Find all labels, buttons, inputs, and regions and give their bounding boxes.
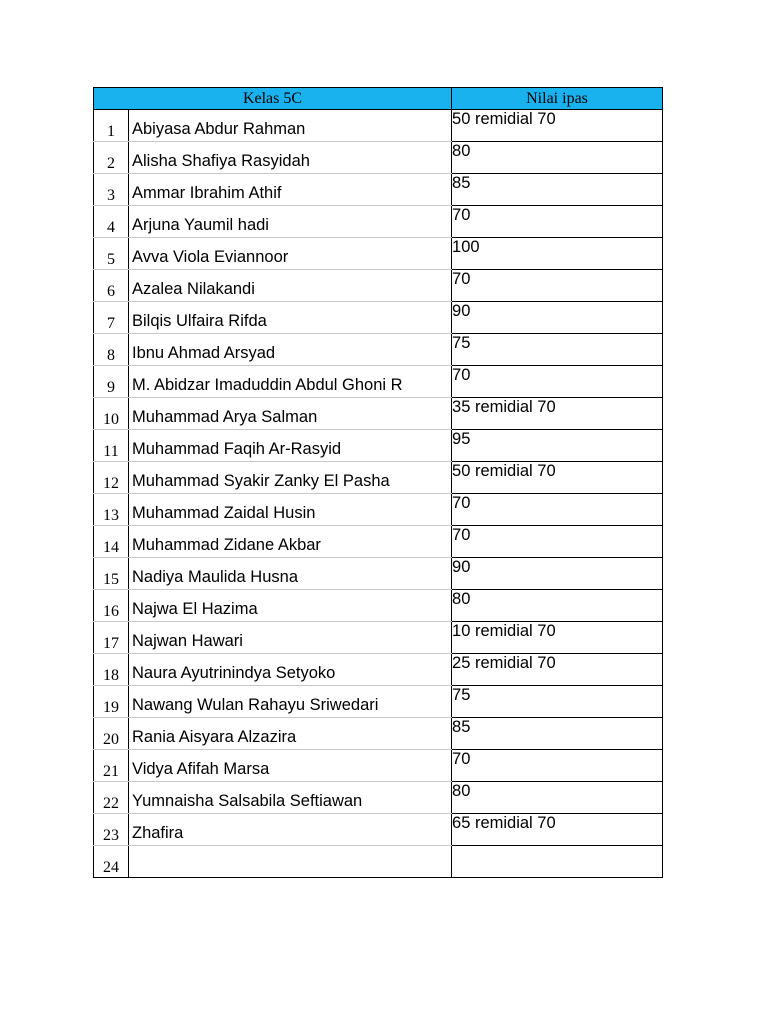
- row-number-cell[interactable]: 16: [94, 590, 129, 622]
- student-name-cell[interactable]: Abiyasa Abdur Rahman: [129, 110, 452, 142]
- student-name-cell[interactable]: Arjuna Yaumil hadi: [129, 206, 452, 238]
- table-row: [94, 590, 663, 622]
- class-score-table: [93, 87, 663, 878]
- score-cell[interactable]: 95: [452, 430, 663, 462]
- table-row: [94, 782, 663, 814]
- row-number-cell[interactable]: 20: [94, 718, 129, 750]
- score-cell[interactable]: 70: [452, 526, 663, 558]
- table-row: [94, 366, 663, 398]
- student-name-cell[interactable]: Muhammad Faqih Ar-Rasyid: [129, 430, 452, 462]
- table-row: [94, 686, 663, 718]
- score-cell[interactable]: 70: [452, 270, 663, 302]
- student-name-cell[interactable]: Rania Aisyara Alzazira: [129, 718, 452, 750]
- student-name-cell[interactable]: Bilqis Ulfaira Rifda: [129, 302, 452, 334]
- row-number-cell[interactable]: 14: [94, 526, 129, 558]
- student-name-cell[interactable]: [129, 846, 452, 878]
- row-number-cell[interactable]: 12: [94, 462, 129, 494]
- student-name-cell[interactable]: Muhammad Zidane Akbar: [129, 526, 452, 558]
- table-row: [94, 206, 663, 238]
- header-score[interactable]: Nilai ipas: [452, 88, 663, 110]
- table-row: [94, 654, 663, 686]
- student-name-cell[interactable]: Yumnaisha Salsabila Seftiawan: [129, 782, 452, 814]
- student-name-cell[interactable]: Avva Viola Eviannoor: [129, 238, 452, 270]
- table-row: [94, 110, 663, 142]
- student-name-cell[interactable]: M. Abidzar Imaduddin Abdul Ghoni R: [129, 366, 452, 398]
- score-cell[interactable]: 80: [452, 590, 663, 622]
- table-row: [94, 846, 663, 878]
- row-number-cell[interactable]: 1: [94, 110, 129, 142]
- row-number-cell[interactable]: 10: [94, 398, 129, 430]
- header-class[interactable]: Kelas 5C: [94, 88, 452, 110]
- row-number-cell[interactable]: 18: [94, 654, 129, 686]
- row-number-cell[interactable]: 5: [94, 238, 129, 270]
- student-name-cell[interactable]: Najwan Hawari: [129, 622, 452, 654]
- table-row: [94, 238, 663, 270]
- table-row: [94, 718, 663, 750]
- table-row: [94, 526, 663, 558]
- row-number-cell[interactable]: 11: [94, 430, 129, 462]
- spreadsheet-area: [93, 87, 662, 878]
- score-cell[interactable]: 10 remidial 70: [452, 622, 663, 654]
- score-cell[interactable]: 70: [452, 366, 663, 398]
- student-name-cell[interactable]: Zhafira: [129, 814, 452, 846]
- row-number-cell[interactable]: 13: [94, 494, 129, 526]
- row-number-cell[interactable]: 6: [94, 270, 129, 302]
- row-number-cell[interactable]: 8: [94, 334, 129, 366]
- table-row: [94, 814, 663, 846]
- student-name-cell[interactable]: Najwa El Hazima: [129, 590, 452, 622]
- table-row: [94, 622, 663, 654]
- student-name-cell[interactable]: Muhammad Arya Salman: [129, 398, 452, 430]
- student-name-cell[interactable]: Alisha Shafiya Rasyidah: [129, 142, 452, 174]
- row-number-cell[interactable]: 15: [94, 558, 129, 590]
- student-rows: [94, 110, 663, 878]
- score-cell[interactable]: 100: [452, 238, 663, 270]
- table-row: [94, 750, 663, 782]
- row-number-cell[interactable]: 23: [94, 814, 129, 846]
- header-row: [94, 88, 663, 110]
- student-name-cell[interactable]: Naura Ayutrinindya Setyoko: [129, 654, 452, 686]
- row-number-cell[interactable]: 2: [94, 142, 129, 174]
- table-row: [94, 174, 663, 206]
- table-row: [94, 142, 663, 174]
- score-cell[interactable]: 90: [452, 558, 663, 590]
- student-name-cell[interactable]: Nawang Wulan Rahayu Sriwedari: [129, 686, 452, 718]
- row-number-cell[interactable]: 21: [94, 750, 129, 782]
- student-name-cell[interactable]: Vidya Afifah Marsa: [129, 750, 452, 782]
- score-cell[interactable]: 75: [452, 334, 663, 366]
- score-cell[interactable]: 65 remidial 70: [452, 814, 663, 846]
- student-name-cell[interactable]: Ibnu Ahmad Arsyad: [129, 334, 452, 366]
- table-row: [94, 398, 663, 430]
- row-number-cell[interactable]: 3: [94, 174, 129, 206]
- table-row: [94, 334, 663, 366]
- score-cell[interactable]: 25 remidial 70: [452, 654, 663, 686]
- score-cell[interactable]: 35 remidial 70: [452, 398, 663, 430]
- student-name-cell[interactable]: Muhammad Zaidal Husin: [129, 494, 452, 526]
- row-number-cell[interactable]: 7: [94, 302, 129, 334]
- score-cell[interactable]: [452, 846, 663, 878]
- score-cell[interactable]: 85: [452, 718, 663, 750]
- row-number-cell[interactable]: 4: [94, 206, 129, 238]
- row-number-cell[interactable]: 19: [94, 686, 129, 718]
- score-cell[interactable]: 50 remidial 70: [452, 110, 663, 142]
- score-cell[interactable]: 90: [452, 302, 663, 334]
- table-row: [94, 302, 663, 334]
- table-row: [94, 430, 663, 462]
- score-cell[interactable]: 85: [452, 174, 663, 206]
- student-name-cell[interactable]: Azalea Nilakandi: [129, 270, 452, 302]
- score-cell[interactable]: 70: [452, 494, 663, 526]
- table-row: [94, 558, 663, 590]
- table-row: [94, 462, 663, 494]
- score-cell[interactable]: 75: [452, 686, 663, 718]
- score-cell[interactable]: 80: [452, 142, 663, 174]
- table-row: [94, 270, 663, 302]
- row-number-cell[interactable]: 22: [94, 782, 129, 814]
- score-cell[interactable]: 50 remidial 70: [452, 462, 663, 494]
- student-name-cell[interactable]: Muhammad Syakir Zanky El Pasha: [129, 462, 452, 494]
- score-cell[interactable]: 70: [452, 206, 663, 238]
- score-cell[interactable]: 80: [452, 782, 663, 814]
- row-number-cell[interactable]: 9: [94, 366, 129, 398]
- table-row: [94, 494, 663, 526]
- student-name-cell[interactable]: Nadiya Maulida Husna: [129, 558, 452, 590]
- row-number-cell[interactable]: 17: [94, 622, 129, 654]
- row-number-cell[interactable]: 24: [94, 846, 129, 878]
- student-name-cell[interactable]: Ammar Ibrahim Athif: [129, 174, 452, 206]
- score-cell[interactable]: 70: [452, 750, 663, 782]
